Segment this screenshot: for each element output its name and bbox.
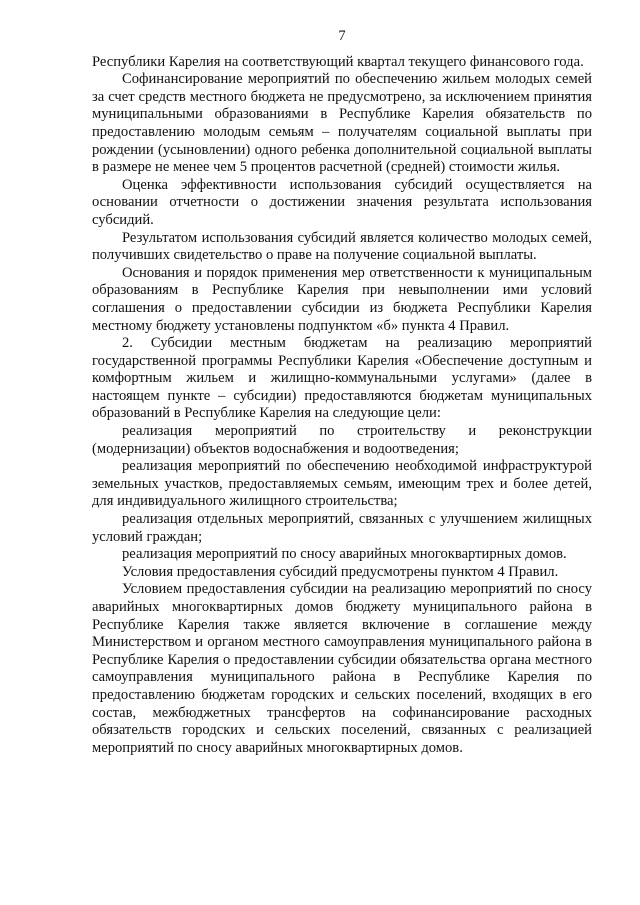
- paragraph: Основания и порядок применения мер ответственности к муниципальным образованиям в Республике Карелия при невыполнении ими условий соглашения о предоставлении субсидии из бюджета Республики Карелия местному бюджету установлены подпунктом «б» пункта 4 Правил.: [92, 264, 592, 334]
- paragraph: Софинансирование мероприятий по обеспечению жильем молодых семей за счет средств местного бюджета не предусмотрено, за исключением принятия муниципальными образованиями в Республике Карелия обязательств по предоставлению молодым семьям – получателям социальной выплаты при рождении (усыновлении) одного ребенка дополнительной социальной выплаты в размере не менее чем 5 процентов расчетной (средней) стоимости жилья.: [92, 71, 592, 176]
- paragraph: реализация отдельных мероприятий, связанных с улучшением жилищных условий граждан;: [92, 511, 592, 545]
- paragraph: Условием предоставления субсидии на реализацию мероприятий по сносу аварийных многоквартирных домов бюджету муниципального района в Республике Карелия также является включение в соглашение между Министерством и органом местного самоуправления муниципального района в Республике Карелия о предоставлении субсидии обязательства органа местного самоуправления муниципального района в Республике Карелия по предоставлению бюджетам городских и сельских поселений, входящих в его состав, межбюджетных трансфертов на софинансирование расходных обязательств городских и сельских поселений, связанных с реализацией мероприятий по сносу аварийных многоквартирных домов.: [92, 581, 592, 756]
- paragraph: Условия предоставления субсидий предусмотрены пунктом 4 Правил.: [122, 563, 559, 580]
- paragraph: реализация мероприятий по строительству и реконструкции (модернизации) объектов водоснабжения и водоотведения;: [92, 423, 592, 457]
- page-number: 7: [338, 28, 346, 44]
- document-page: [92, 28, 592, 757]
- paragraph: Результатом использования субсидий является количество молодых семей, получивших свидетельство о праве на получение социальной выплаты.: [92, 229, 592, 264]
- paragraph: 2. Субсидии местным бюджетам на реализацию мероприятий государственной программы Республики Карелия «Обеспечение доступным и комфортным жильем и жилищно-коммунальными услугами» (далее в настоящем пункте – субсидии) предоставляются бюджетам муниципальных образований в Республике Карелия на следующие цели:: [92, 335, 592, 422]
- document-body: [92, 54, 592, 758]
- paragraph: реализация мероприятий по сносу аварийных многоквартирных домов.: [122, 546, 567, 563]
- paragraph: Республики Карелия на соответствующий квартал текущего финансового года.: [92, 53, 584, 70]
- paragraph: реализация мероприятий по обеспечению необходимой инфраструктурой земельных участков, предоставляемых семьям, имеющим трех и более детей, для индивидуального жилищного строительства;: [92, 458, 592, 510]
- paragraph: Оценка эффективности использования субсидий осуществляется на основании отчетности о достижении значения результата использования субсидий.: [92, 176, 592, 228]
